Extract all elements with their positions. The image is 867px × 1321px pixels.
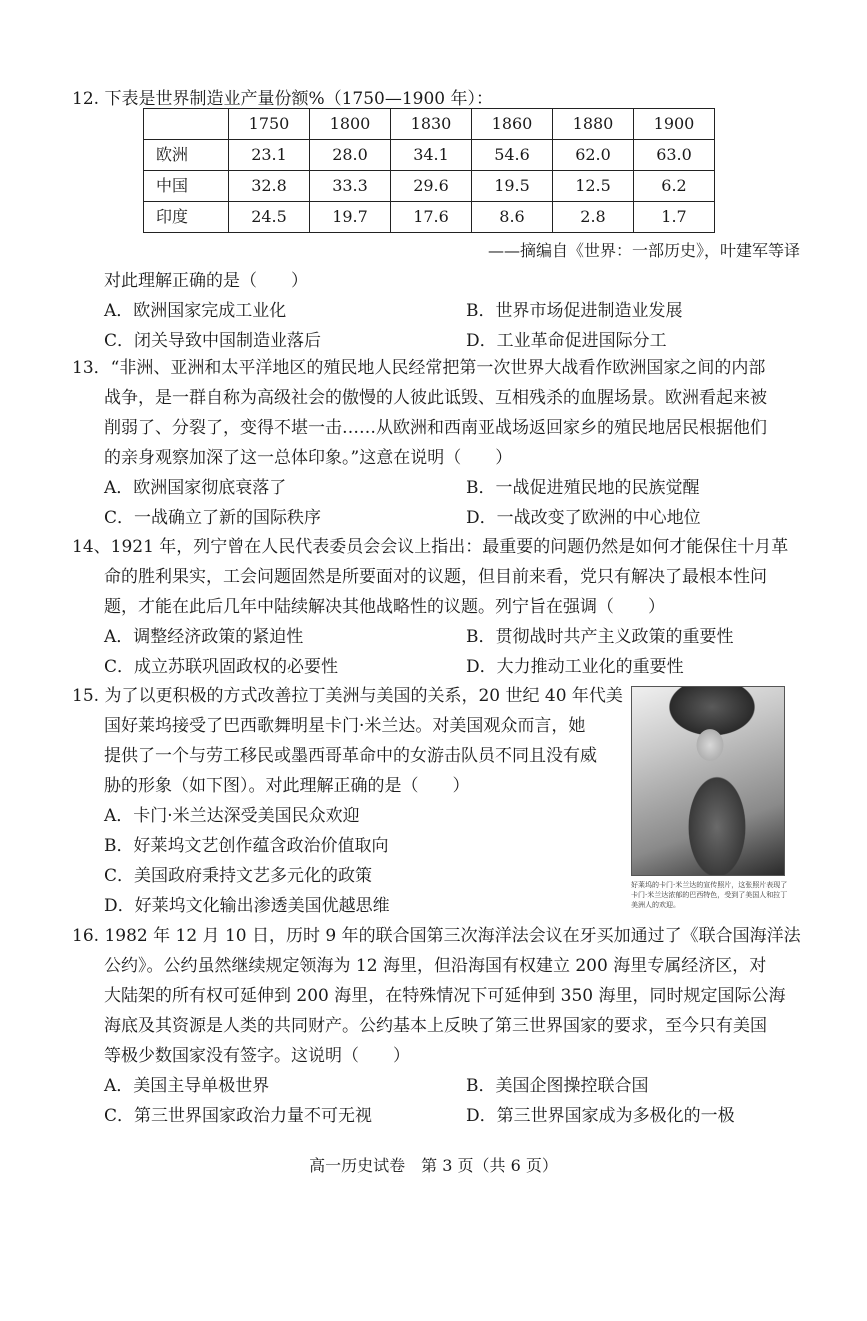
table-row-header: 欧洲 — [144, 140, 229, 171]
options-grid — [72, 622, 802, 682]
table-cell: 17.6 — [391, 202, 472, 233]
table-cell: 2.8 — [553, 202, 634, 233]
table-row — [144, 140, 715, 171]
question-stem-line: 16. 1982 年 12 月 10 日，历时 9 年的联合国第三次海洋法会议在牙买加通过了《联合国海洋法 — [72, 926, 801, 946]
option-b[interactable]: B．贯彻战时共产主义政策的重要性 — [466, 627, 734, 647]
option-a[interactable]: A．欧洲国家完成工业化 — [104, 301, 287, 321]
option-b[interactable]: B．一战促进殖民地的民族觉醒 — [466, 478, 700, 498]
question-stem-line: 15. 为了以更积极的方式改善拉丁美洲与美国的关系，20 世纪 40 年代美 — [72, 686, 623, 706]
table-header-cell: 1880 — [553, 109, 634, 140]
question-stem-line: 14、1921 年，列宁曾在人民代表委员会会议上指出：最重要的问题仍然是如何才能保住十月革 — [72, 537, 789, 557]
option-d[interactable]: D．好莱坞文化输出渗透美国优越思维 — [104, 896, 390, 916]
table-cell: 33.3 — [310, 171, 391, 202]
option-d[interactable]: D．大力推动工业化的重要性 — [466, 657, 684, 677]
question-stem-line: 胁的形象（如下图）。对此理解正确的是（ ） — [104, 776, 470, 796]
table-source-note: ——摘编自《世界：一部历史》，叶建军等译 — [487, 241, 800, 260]
table-cell: 19.5 — [472, 171, 553, 202]
question-14 — [72, 532, 802, 682]
table-cell: 24.5 — [229, 202, 310, 233]
page-footer: 高一历史试卷 第 3 页（共 6 页） — [309, 1156, 558, 1175]
question-stem-line: 公约》。公约虽然继续规定领海为 12 海里，但沿海国有权建立 200 海里专属经济区，对 — [104, 956, 767, 976]
question-stem-line: 13．“非洲、亚洲和太平洋地区的殖民地人民经常把第一次世界大战看作欧洲国家之间的内部 — [72, 358, 766, 378]
question-stem-line: 大陆架的所有权可延伸到 200 海里，在特殊情况下可延伸到 350 海里，同时规定国际公海 — [104, 986, 786, 1006]
table-header-row — [144, 109, 715, 140]
table-cell: 54.6 — [472, 140, 553, 171]
table-cell: 19.7 — [310, 202, 391, 233]
question-stem-line: 提供了一个与劳工移民或墨西哥革命中的女游击队员不同且没有威 — [104, 746, 597, 766]
table-cell: 6.2 — [634, 171, 715, 202]
table-header-cell: 1800 — [310, 109, 391, 140]
question-stem-line: 海底及其资源是人类的共同财产。公约基本上反映了第三世界国家的要求，至今只有美国 — [104, 1016, 767, 1036]
question-stem-line: 12. 下表是世界制造业产量份额%（1750—1900 年）： — [72, 89, 494, 109]
table-cell: 62.0 — [553, 140, 634, 171]
option-b[interactable]: B．世界市场促进制造业发展 — [466, 301, 683, 321]
option-d[interactable]: D．工业革命促进国际分工 — [466, 331, 667, 351]
options-grid — [72, 296, 802, 356]
table-cell: 29.6 — [391, 171, 472, 202]
options-grid — [72, 473, 802, 533]
option-b[interactable]: B．美国企图操控联合国 — [466, 1076, 649, 1096]
option-a[interactable]: A．调整经济政策的紧迫性 — [104, 627, 304, 647]
table-corner-cell — [144, 109, 229, 140]
question-stem-line: 的亲身观察加深了这一总体印象。”这意在说明（ ） — [104, 448, 513, 468]
table-header-cell: 1900 — [634, 109, 715, 140]
table-row — [144, 202, 715, 233]
manufacturing-share-table — [143, 108, 715, 233]
table-header-cell: 1860 — [472, 109, 553, 140]
option-b[interactable]: B．好莱坞文艺创作蕴含政治价值取向 — [104, 836, 389, 856]
question-15 — [72, 681, 632, 921]
table-cell: 63.0 — [634, 140, 715, 171]
table-cell: 8.6 — [472, 202, 553, 233]
option-a[interactable]: A．美国主导单极世界 — [104, 1076, 270, 1096]
question-prompt: 对此理解正确的是（ ） — [104, 271, 308, 291]
photo-caption: 好莱坞的卡门·米兰达的宣传照片，这张照片表现了卡门·米兰达浓郁的巴西特色，受到了美国人和拉丁美洲人的欢迎。 — [631, 881, 788, 909]
option-c[interactable]: C．一战确立了新的国际秩序 — [104, 508, 322, 528]
table-cell: 32.8 — [229, 171, 310, 202]
table-cell: 23.1 — [229, 140, 310, 171]
table-row-header: 中国 — [144, 171, 229, 202]
question-13 — [72, 353, 802, 533]
table-cell: 34.1 — [391, 140, 472, 171]
options-grid — [72, 1071, 802, 1131]
option-a[interactable]: A．卡门·米兰达深受美国民众欢迎 — [104, 806, 360, 826]
option-c[interactable]: C．成立苏联巩固政权的必要性 — [104, 657, 339, 677]
question-16 — [72, 921, 802, 1131]
table-row — [144, 171, 715, 202]
table-cell: 28.0 — [310, 140, 391, 171]
option-d[interactable]: D．第三世界国家成为多极化的一极 — [466, 1106, 735, 1126]
table-cell: 1.7 — [634, 202, 715, 233]
option-d[interactable]: D．一战改变了欧洲的中心地位 — [466, 508, 701, 528]
table-header-cell: 1830 — [391, 109, 472, 140]
question-stem-line: 命的胜利果实，工会问题固然是所要面对的议题，但目前来看，党只有解决了最根本性问 — [104, 567, 767, 587]
question-12-body — [72, 266, 802, 356]
question-stem-line: 题，才能在此后几年中陆续解决其他战略性的议题。列宁旨在强调（ ） — [104, 597, 665, 617]
table-cell: 12.5 — [553, 171, 634, 202]
question-stem-line: 等极少数国家没有签字。这说明（ ） — [104, 1046, 410, 1066]
question-stem-line: 战争，是一群自称为高级社会的傲慢的人彼此诋毁、互相残杀的血腥场景。欧洲看起来被 — [104, 388, 767, 408]
carmen-miranda-photo — [631, 686, 785, 876]
question-stem-line: 削弱了、分裂了，变得不堪一击……从欧洲和西南亚战场返回家乡的殖民地居民根据他们 — [104, 418, 767, 438]
table-header-cell: 1750 — [229, 109, 310, 140]
option-c[interactable]: C．美国政府秉持文艺多元化的政策 — [104, 866, 373, 886]
option-a[interactable]: A．欧洲国家彻底衰落了 — [104, 478, 287, 498]
question-stem-line: 国好莱坞接受了巴西歌舞明星卡门·米兰达。对美国观众而言，她 — [104, 716, 586, 736]
option-c[interactable]: C．第三世界国家政治力量不可无视 — [104, 1106, 373, 1126]
table-row-header: 印度 — [144, 202, 229, 233]
option-c[interactable]: C．闭关导致中国制造业落后 — [104, 331, 322, 351]
